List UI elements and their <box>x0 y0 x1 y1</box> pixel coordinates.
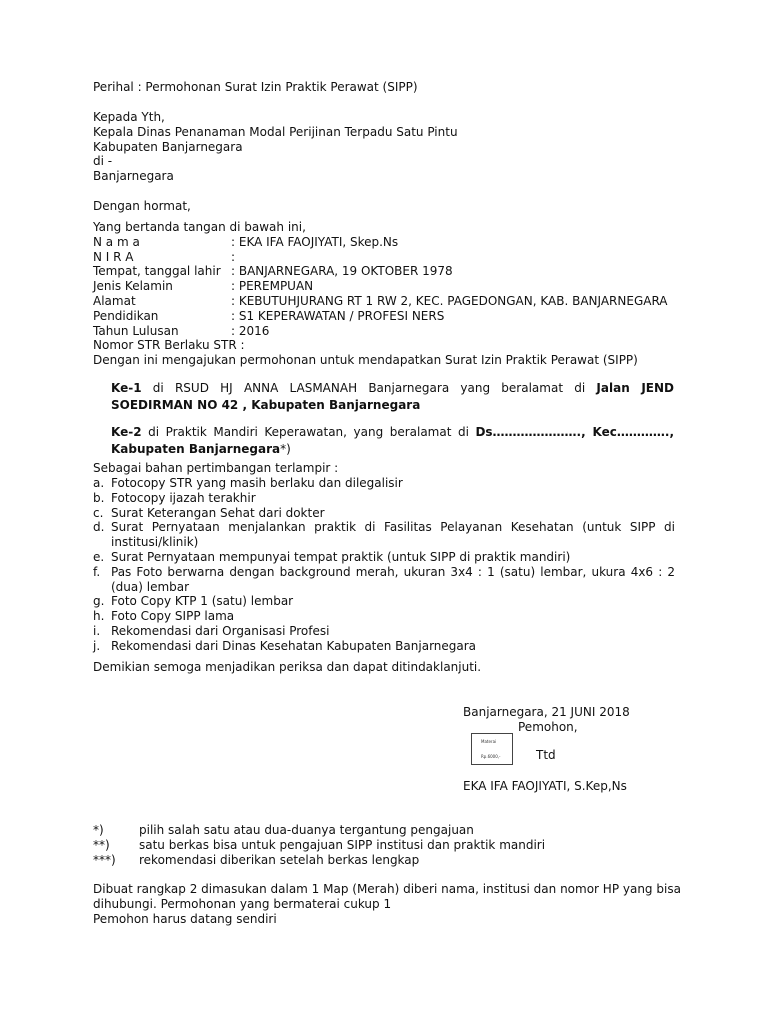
signer-name: EKA IFA FAOJIYATI, S.Kep,Ns <box>463 779 627 793</box>
footnote-mark: **) <box>93 837 110 852</box>
note-line: Pemohon harus datang sendiri <box>93 911 277 926</box>
field-row-ttl <box>93 264 693 279</box>
list-text: Foto Copy SIPP lama <box>111 609 235 624</box>
list-text: Fotocopy ijazah terakhir <box>111 490 256 505</box>
list-item <box>93 594 675 609</box>
list-marker: e. <box>93 549 105 564</box>
list-text: Foto Copy KTP 1 (satu) lembar <box>111 594 294 609</box>
footnote-mark: *) <box>280 441 291 456</box>
list-marker: c. <box>93 505 104 520</box>
attachments-intro: Sebagai bahan pertimbangan terlampir : <box>93 461 339 475</box>
field-value: : BANJARNEGARA, 19 OKTOBER 1978 <box>231 264 453 279</box>
footnote-text: satu berkas bisa untuk pengajuan SIPP institusi dan praktik mandiri <box>139 837 546 852</box>
attachment-list <box>93 476 675 654</box>
list-marker: i. <box>93 623 101 638</box>
list-text: Fotocopy STR yang masih berlaku dan dilegalisir <box>111 476 403 490</box>
field-row-nira <box>93 250 693 265</box>
field-value: : PEREMPUAN <box>231 279 314 294</box>
field-value: : S1 KEPERAWATAN / PROFESI NERS <box>231 308 445 323</box>
field-row-tahun-lulusan <box>93 324 693 339</box>
location-number: Ke-2 <box>111 425 142 439</box>
address-line: Kepala Dinas Penanaman Modal Perijinan Terpadu Satu Pintu <box>93 124 458 139</box>
field-label: Jenis Kelamin <box>93 279 173 294</box>
sign-role: Pemohon, <box>518 720 578 734</box>
list-marker: g. <box>93 594 105 609</box>
location-text: di RSUD HJ ANNA LASMANAH Banjarnegara yang beralamat di <box>141 381 597 395</box>
list-text: Surat Keterangan Sehat dari dokter <box>111 505 325 520</box>
field-label: Alamat <box>93 293 136 308</box>
subject-line: Perihal : Permohonan Surat Izin Praktik Perawat (SIPP) <box>93 80 418 94</box>
list-item <box>93 520 675 550</box>
footnote-row <box>93 838 593 853</box>
list-item <box>93 506 675 521</box>
list-item <box>93 476 675 491</box>
list-marker: j. <box>93 638 101 653</box>
field-label: N I R A <box>93 249 134 264</box>
materai-stamp <box>471 733 513 765</box>
footnote-row <box>93 853 593 868</box>
location-number: Ke-1 <box>111 381 142 395</box>
field-row-pendidikan <box>93 309 693 324</box>
location-address: Jalan JEND SOEDIRMAN NO 42 , Kabupaten Banjarnegara <box>111 381 674 412</box>
request-line: Dengan ini mengajukan permohonan untuk mendapatkan Surat Izin Praktik Perawat (SIPP) <box>93 353 638 368</box>
note-line: dihubungi. Permohonan yang bermaterai cukup 1 <box>93 896 392 911</box>
field-value: : <box>231 249 236 264</box>
field-label: N a m a <box>93 234 140 249</box>
recipient-address <box>93 110 458 184</box>
closing-line: Demikian semoga menjadikan periksa dan dapat ditindaklanjuti. <box>93 660 482 674</box>
footnote-mark: ***) <box>93 852 116 867</box>
address-line: Kabupaten Banjarnegara <box>93 139 243 154</box>
stamp-label: Materai <box>481 739 497 744</box>
address-line: di - <box>93 154 113 169</box>
list-text: Pas Foto berwarna dengan background merah, ukuran 3x4 : 1 (satu) lembar, ukura 4x6 : 2 (dua) lembar <box>111 564 675 594</box>
list-text: Surat Pernyataan mempunyai tempat praktik (untuk SIPP di praktik mandiri) <box>111 549 571 564</box>
location-text: di Praktik Mandiri Keperawatan, yang beralamat di <box>141 425 476 439</box>
field-label: Tempat, tanggal lahir <box>93 264 221 279</box>
list-item <box>93 609 675 624</box>
field-row-nama <box>93 235 693 250</box>
greeting: Dengan hormat, <box>93 199 191 213</box>
list-text: Rekomendasi dari Organisasi Profesi <box>111 623 330 638</box>
signature-ttd: Ttd <box>536 748 556 762</box>
list-item <box>93 624 675 639</box>
list-marker: d. <box>93 520 105 535</box>
field-value: : EKA IFA FAOJIYATI, Skep.Ns <box>231 234 399 249</box>
list-marker: f. <box>93 564 101 579</box>
applicant-fields <box>93 220 693 368</box>
sign-place-date: Banjarnegara, 21 JUNI 2018 <box>463 705 630 719</box>
list-text: Rekomendasi dari Dinas Kesehatan Kabupaten Banjarnegara <box>111 638 477 653</box>
stamp-value: Rp.6000,- <box>481 754 501 759</box>
address-line: Banjarnegara <box>93 169 174 184</box>
list-item <box>93 565 675 595</box>
field-value: : KEBUTUHJURANG RT 1 RW 2, KEC. PAGEDONGAN, KAB. BANJARNEGARA <box>231 293 668 308</box>
footnote-row <box>93 823 593 838</box>
footnote-text: rekomendasi diberikan setelah berkas lengkap <box>139 852 420 867</box>
list-item <box>93 491 675 506</box>
footnotes <box>93 823 593 867</box>
note-line: Dibuat rangkap 2 dimasukan dalam 1 Map (Merah) diberi nama, institusi dan nomor HP yang bisa <box>93 882 681 896</box>
list-text: Surat Pernyataan menjalankan praktik di Fasilitas Pelayanan Kesehatan (untuk SIPP di institusi/klinik) <box>111 520 675 550</box>
notes <box>93 882 681 926</box>
location-ke-1 <box>111 380 674 413</box>
location-ke-2 <box>111 424 674 457</box>
list-marker: h. <box>93 609 105 624</box>
str-line: Nomor STR Berlaku STR : <box>93 338 245 353</box>
field-row-jenis-kelamin <box>93 279 693 294</box>
list-marker: a. <box>93 476 105 490</box>
intro-line: Yang bertanda tangan di bawah ini, <box>93 220 306 234</box>
list-marker: b. <box>93 490 105 505</box>
footnote-text: pilih salah satu atau dua-duanya tergantung pengajuan <box>139 823 474 837</box>
footnote-mark: *) <box>93 823 104 837</box>
list-item <box>93 639 675 654</box>
field-row-alamat <box>93 294 693 309</box>
field-label: Tahun Lulusan <box>93 323 179 338</box>
location-address: Ds…………………., Kec…………., Kabupaten Banjarnegara <box>111 425 675 456</box>
field-value: : 2016 <box>231 323 270 338</box>
list-item <box>93 550 675 565</box>
address-line: Kepada Yth, <box>93 110 165 124</box>
field-label: Pendidikan <box>93 308 159 323</box>
